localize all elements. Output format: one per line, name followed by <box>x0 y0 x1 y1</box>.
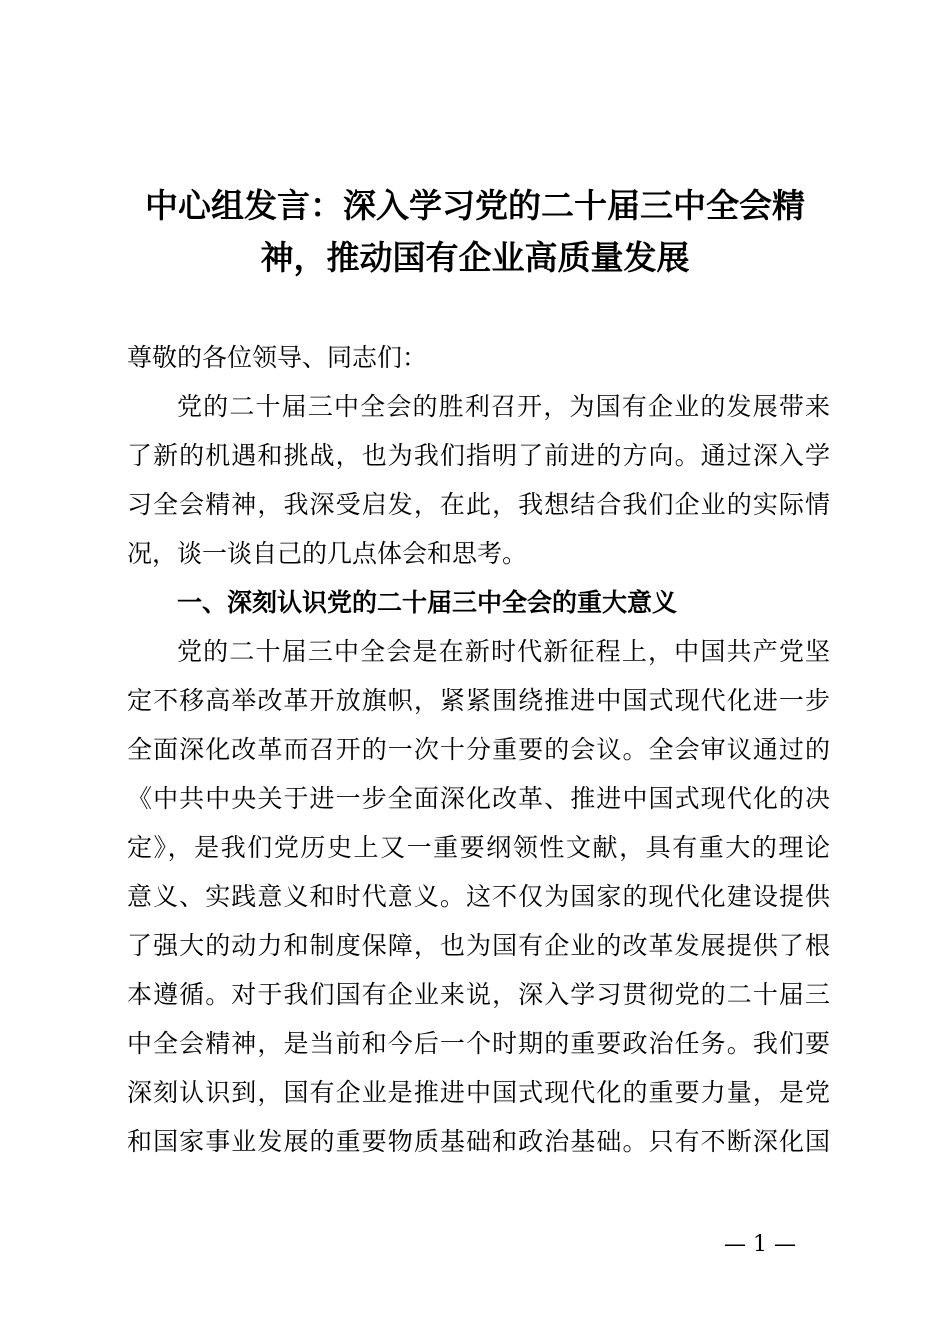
section1-line-3: 全面深化改革而召开的一次十分重要的会议。全会审议通过的 <box>127 735 830 764</box>
section-heading-1: 一、深刻认识党的二十届三中全会的重大意义 <box>177 588 678 617</box>
document-body <box>127 333 830 1166</box>
document-title <box>110 180 840 284</box>
section1-line-11: 和国家事业发展的重要物质基础和政治基础。只有不断深化国 <box>127 1127 830 1156</box>
section1-line-10: 深刻认识到，国有企业是推进中国式现代化的重要力量，是党 <box>127 1078 830 1107</box>
section1-line-5: 定》，是我们党历史上又一重要纲领性文献，具有重大的理论 <box>127 833 830 862</box>
section1-line-7: 了强大的动力和制度保障，也为国有企业的改革发展提供了根 <box>127 931 830 960</box>
section1-line-8: 本遵循。对于我们国有企业来说，深入学习贯彻党的二十届三 <box>127 980 830 1009</box>
page-number: — 1 — <box>724 1232 796 1257</box>
section1-line-9: 中全会精神，是当前和今后一个时期的重要政治任务。我们要 <box>127 1029 830 1058</box>
section1-line-1: 党的二十届三中全会是在新时代新征程上，中国共产党坚 <box>177 637 830 666</box>
title-line-1: 中心组发言：深入学习党的二十届三中全会精 <box>145 186 805 225</box>
intro-line-3: 习全会精神，我深受启发，在此，我想结合我们企业的实际情 <box>127 490 830 519</box>
intro-line-2: 了新的机遇和挑战，也为我们指明了前进的方向。通过深入学 <box>127 441 830 470</box>
section1-line-4: 《中共中央关于进一步全面深化改革、推进中国式现代化的决 <box>127 784 830 813</box>
salutation: 尊敬的各位领导、同志们： <box>127 343 428 372</box>
title-line-2: 神，推动国有企业高质量发展 <box>260 238 690 277</box>
intro-line-4: 况，谈一谈自己的几点体会和思考。 <box>127 539 528 568</box>
section1-line-2: 定不移高举改革开放旗帜，紧紧围绕推进中国式现代化进一步 <box>127 686 830 715</box>
section1-line-6: 意义、实践意义和时代意义。这不仅为国家的现代化建设提供 <box>127 882 830 911</box>
intro-line-1: 党的二十届三中全会的胜利召开，为国有企业的发展带来 <box>177 392 830 421</box>
